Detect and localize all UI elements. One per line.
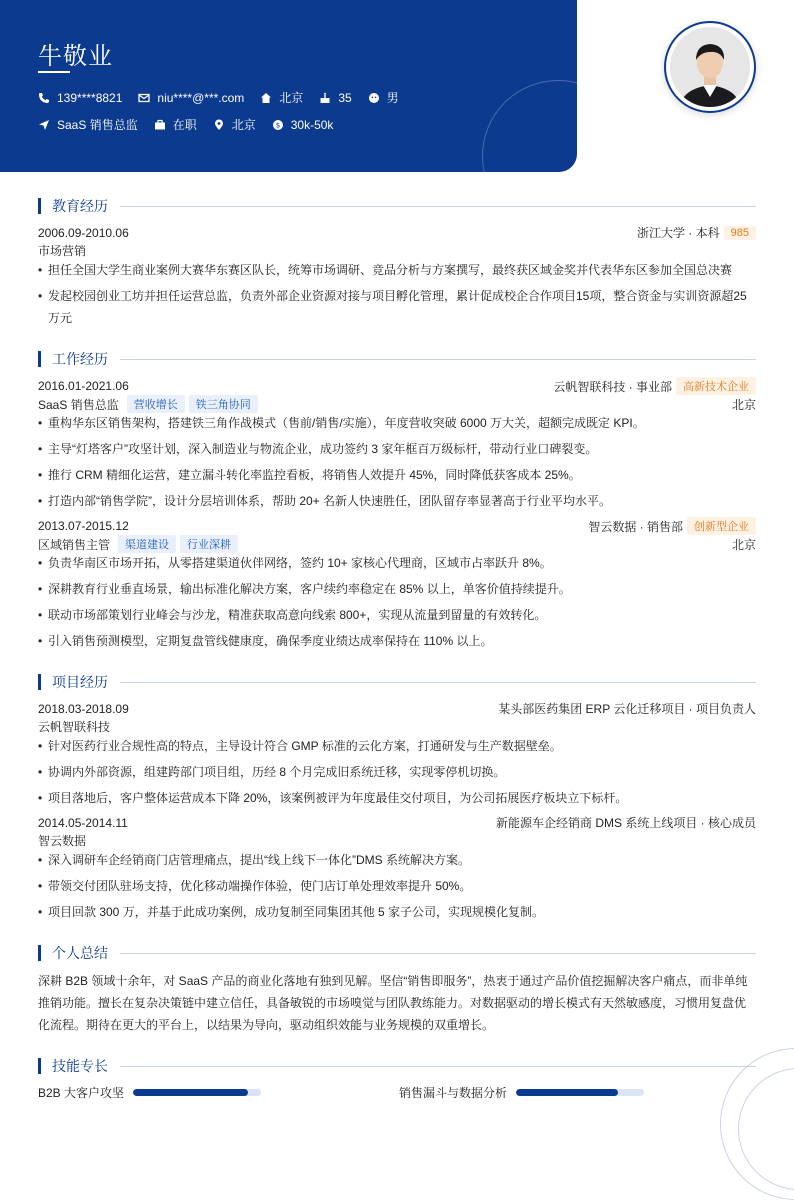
skill-level-fill [516, 1089, 618, 1096]
svg-text:$: $ [275, 121, 280, 129]
project-header [38, 814, 756, 831]
salary-text: 30k-50k [290, 117, 334, 132]
target-city-item [213, 116, 256, 133]
target-role-item [38, 116, 138, 133]
section-bar [38, 674, 41, 690]
briefcase-icon [154, 119, 166, 131]
work-period: 2016.01-2021.06 [38, 379, 129, 393]
section-summary [38, 943, 756, 963]
education-major: 市场营销 [38, 244, 87, 258]
education-school-group [637, 224, 756, 241]
gender-item [368, 89, 399, 106]
skill-tag: 铁三角协同 [189, 395, 258, 413]
target-city-text: 北京 [231, 118, 256, 132]
person-icon [368, 92, 380, 104]
skill-level-bar [133, 1089, 261, 1096]
work-company: 智云数据 · 销售部 [588, 519, 683, 534]
mail-icon [138, 92, 150, 104]
project-name: 新能源车企经销商 DMS 系统上线项目 · 核心成员 [496, 816, 756, 830]
project-bullet: • 项目回款 300 万，并基于此成功案例，成功复制至同集团其他 5 家子公司，实现规模化复制。 [38, 901, 756, 923]
skill-item [399, 1084, 644, 1101]
work-header [38, 517, 756, 535]
section-rule [120, 1066, 756, 1067]
section-rule [120, 359, 756, 360]
section-title-work: 工作经历 [52, 351, 108, 367]
work-title: SaaS 销售总监 [38, 397, 119, 412]
education-bullet: • 发起校园创业工坊并担任运营总监，负责外部企业资源对接与项目孵化管理，累计促成校企合作项目15项，整合资金与实训资源超25万元 [38, 285, 756, 329]
location-pin-icon [213, 119, 225, 131]
send-icon [38, 119, 50, 131]
phone-item [38, 91, 122, 105]
work-header [38, 377, 756, 395]
email-text: niu****@***.com [157, 90, 245, 105]
contact-row [38, 89, 415, 106]
work-bullet: • 重构华东区销售架构，搭建铁三角作战模式（售前/销售/实施），年度营收突破 6000 万大关，超额完成既定 KPI。 [38, 412, 756, 434]
phone-text: 139****8821 [57, 90, 123, 105]
company-tag: 高新技术企业 [676, 377, 756, 395]
city-item [260, 89, 303, 106]
summary-text: 深耕 B2B 领域十余年，对 SaaS 产品的商业化落地有独到见解。坚信“销售即服务”，热衷于通过产品价值挖掘解决客户痛点，而非单纯推销功能。擅长在复杂决策链中建立信任，具备敏锐的市场嗅觉与团队教练能力。对数据驱动的增长模式有天然敏感度，习惯用复盘优化流程。期待在更大的平台上，以结果为导向，驱动组织效能与业务规模的双重增长。 [38, 974, 748, 1032]
skill-level-bar [516, 1089, 644, 1096]
education-header [38, 224, 756, 241]
education-bullet: • 担任全国大学生商业案例大赛华东赛区队长，统筹市场调研、竞品分析与方案撰写，最终获区域金奖并代表华东区参加全国总决赛 [38, 259, 756, 281]
section-rule [120, 206, 756, 207]
work-bullet: • 打造内部“销售学院”，设计分层培训体系，帮助 20+ 名新人快速胜任，团队留存率显著高于行业平均水平。 [38, 490, 756, 512]
skill-name: 销售漏斗与数据分析 [399, 1086, 508, 1100]
target-role-text: SaaS 销售总监 [57, 118, 138, 132]
section-education [38, 196, 756, 216]
work-bullet: • 深耕教育行业垂直场景，输出标准化解决方案，客户续约率稳定在 85% 以上，单客价值持续提升。 [38, 578, 756, 600]
status-item [154, 116, 197, 133]
header-decoration [482, 80, 577, 172]
project-org-row [38, 718, 756, 735]
work-company: 云帆智联科技 · 事业部 [553, 379, 672, 394]
work-bullet: • 引入销售预测模型，定期复盘管线健康度，确保季度业绩达成率保持在 110% 以上。 [38, 630, 756, 652]
section-title-skills: 技能专长 [52, 1058, 108, 1074]
project-org-row [38, 832, 756, 849]
home-icon [260, 92, 272, 104]
skill-tag: 行业深耕 [180, 535, 238, 553]
section-bar [38, 198, 41, 214]
cake-icon [319, 92, 331, 104]
work-period: 2013.07-2015.12 [38, 519, 129, 533]
project-bullet: • 深入调研车企经销商门店管理痛点，提出“线上线下一体化”DMS 系统解决方案。 [38, 849, 756, 871]
work-title-row [38, 395, 756, 413]
skill-tag: 渠道建设 [118, 535, 176, 553]
work-bullet: • 负责华南区市场开拓，从零搭建渠道伙伴网络，签约 10+ 家核心代理商，区域市占率跃升 8%。 [38, 552, 756, 574]
portrait-image [670, 27, 750, 107]
work-bullet: • 联动市场部策划行业峰会与沙龙，精准获取高意向线索 800+，实现从流量到留量的有效转化。 [38, 604, 756, 626]
work-title-group [38, 535, 238, 553]
work-location: 北京 [731, 397, 756, 412]
section-projects [38, 672, 756, 692]
work-location: 北京 [731, 537, 756, 552]
section-bar [38, 351, 41, 367]
header-banner [0, 0, 577, 172]
project-bullet: • 协调内外部资源，组建跨部门项目组，历经 8 个月完成旧系统迁移，实现零停机切换。 [38, 761, 756, 783]
work-bullet: • 主导“灯塔客户”攻坚计划，深入制造业与物流企业，成功签约 3 家年框百万级标杆，带动行业口碑裂变。 [38, 438, 756, 460]
avatar-photo [670, 27, 750, 107]
skill-level-fill [133, 1089, 248, 1096]
project-header [38, 700, 756, 717]
section-title-projects: 项目经历 [52, 674, 108, 690]
education-major-row [38, 242, 756, 259]
project-period: 2018.03-2018.09 [38, 701, 129, 716]
project-name: 某头部医药集团 ERP 云化迁移项目 · 项目负责人 [498, 702, 756, 716]
skill-item [38, 1084, 261, 1101]
section-rule [120, 682, 756, 683]
phone-icon [38, 92, 50, 104]
section-rule [120, 953, 756, 954]
section-bar [38, 945, 41, 961]
city-text: 北京 [279, 91, 304, 105]
section-work [38, 349, 756, 369]
section-title-summary: 个人总结 [52, 945, 108, 961]
salary-item [272, 118, 334, 132]
project-bullet: • 项目落地后，客户整体运营成本下降 20%，该案例被评为年度最佳交付项目，为公司拓展医疗板块立下标杆。 [38, 787, 756, 809]
work-company-group [553, 377, 756, 395]
skill-name: B2B 大客户攻坚 [38, 1086, 125, 1100]
age-text: 35 [338, 90, 352, 105]
project-org: 云帆智联科技 [38, 720, 111, 734]
company-tag: 创新型企业 [687, 517, 756, 535]
section-skills [38, 1056, 756, 1076]
work-bullet: • 推行 CRM 精细化运营，建立漏斗转化率监控看板，将销售人效提升 45%，同时降低获客成本 25%。 [38, 464, 756, 486]
section-title-education: 教育经历 [52, 198, 108, 214]
work-company-group [588, 517, 756, 535]
money-icon [272, 119, 284, 131]
project-bullet: • 针对医药行业合规性高的特点，主导设计符合 GMP 标准的云化方案，打通研发与生产数据壁垒。 [38, 735, 756, 757]
work-title-row [38, 535, 756, 553]
project-bullet: • 带领交付团队驻场支持，优化移动端操作体验，使门店订单处理效率提升 50%。 [38, 875, 756, 897]
email-item [138, 91, 244, 105]
age-item [319, 91, 351, 105]
status-text: 在职 [172, 118, 197, 132]
project-period: 2014.05-2014.11 [38, 815, 128, 830]
candidate-name: 牛敬业 [38, 43, 113, 70]
skill-tag: 营收增长 [127, 395, 185, 413]
education-period: 2006.09-2010.06 [38, 225, 129, 240]
avatar [664, 21, 756, 113]
name-underline [38, 71, 70, 73]
work-title-group [38, 395, 258, 413]
project-org: 智云数据 [38, 834, 87, 848]
section-bar [38, 1058, 41, 1074]
job-intent-row [38, 116, 349, 133]
work-title: 区域销售主管 [38, 537, 111, 552]
gender-text: 男 [386, 91, 399, 105]
education-badge: 985 [724, 226, 756, 240]
education-school: 浙江大学 · 本科 [636, 226, 720, 240]
